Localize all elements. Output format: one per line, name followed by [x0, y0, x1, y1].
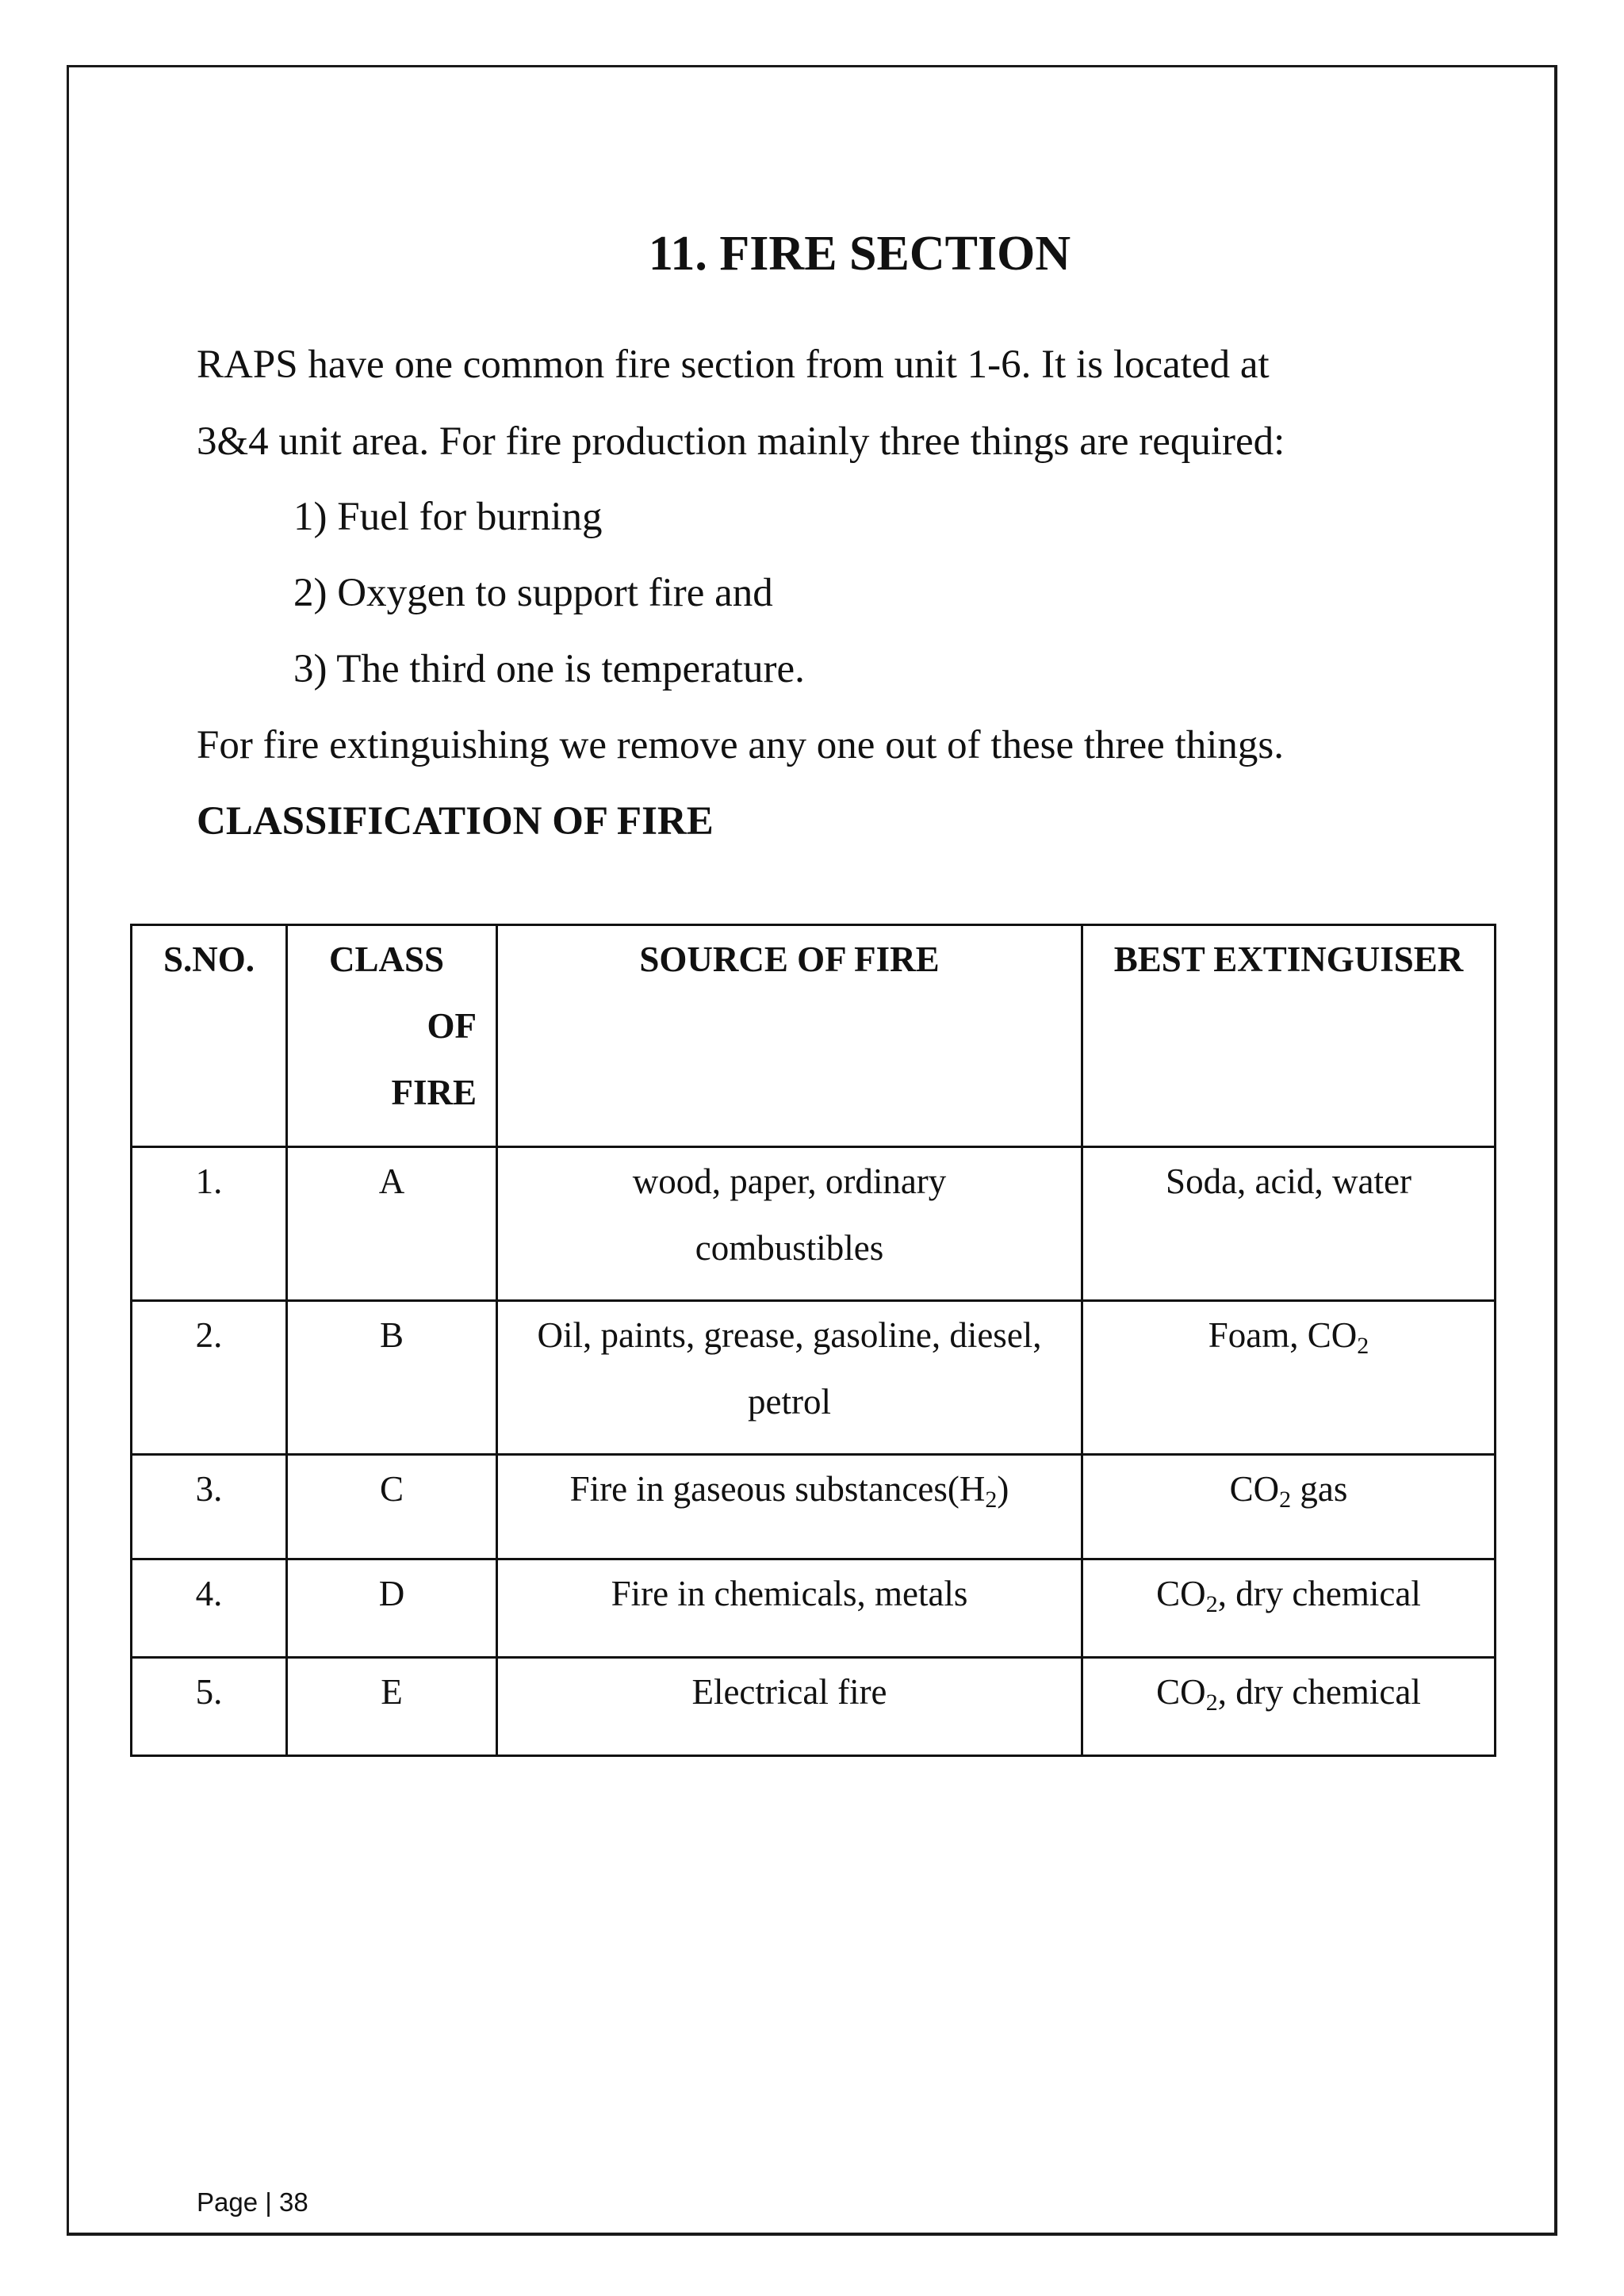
cell-class: D	[287, 1559, 497, 1658]
table-row	[132, 1301, 1496, 1455]
cell-sno: 3.	[132, 1455, 287, 1559]
ext-text: CO	[1156, 1574, 1206, 1613]
table-header-row	[132, 925, 1496, 1147]
cell-extinguisher	[1082, 1301, 1496, 1455]
subscript: 2	[1205, 1689, 1218, 1716]
intro-line-2: 3&4 unit area. For fire production mainly three things are required:	[197, 419, 1285, 464]
subscript: 2	[985, 1487, 998, 1513]
cell-extinguisher	[1082, 1147, 1496, 1301]
ext-text: gas	[1291, 1469, 1348, 1509]
requirement-item: 2) Oxygen to support fire and	[293, 571, 773, 615]
cell-sno: 4.	[132, 1559, 287, 1658]
ext-text: CO	[1156, 1672, 1206, 1712]
header-class-line: OF	[427, 1006, 477, 1046]
cell-source	[497, 1455, 1082, 1559]
cell-extinguisher	[1082, 1658, 1496, 1756]
subscript: 2	[1279, 1487, 1292, 1513]
table-row	[132, 1559, 1496, 1658]
cell-extinguisher	[1082, 1455, 1496, 1559]
header-sno: S.NO.	[132, 925, 287, 1147]
ext-text: Foam, CO	[1208, 1315, 1358, 1355]
extinguish-note: For fire extinguishing we remove any one out of these three things.	[197, 723, 1284, 767]
section-title: 11. FIRE SECTION	[648, 227, 1071, 281]
cell-source: Electrical fire	[497, 1658, 1082, 1756]
cell-sno: 1.	[132, 1147, 287, 1301]
subscript: 2	[1205, 1591, 1218, 1617]
table-row	[132, 1658, 1496, 1756]
ext-text: CO	[1229, 1469, 1280, 1509]
classification-heading: CLASSIFICATION OF FIRE	[197, 799, 714, 844]
cell-source: wood, paper, ordinary combustibles	[497, 1147, 1082, 1301]
cell-source: Oil, paints, grease, gasoline, diesel, petrol	[497, 1301, 1082, 1455]
intro-line-1: RAPS have one common fire section from unit 1-6. It is located at	[197, 342, 1270, 387]
cell-sno: 5.	[132, 1658, 287, 1756]
cell-class: A	[287, 1147, 497, 1301]
subscript: 2	[1357, 1333, 1369, 1359]
fire-classification-table	[130, 924, 1496, 1757]
ext-text: , dry chemical	[1217, 1574, 1421, 1613]
cell-class: E	[287, 1658, 497, 1756]
source-text: Fire in gaseous substances(H	[569, 1469, 986, 1509]
cell-class: C	[287, 1455, 497, 1559]
table-row	[132, 1455, 1496, 1559]
header-class-line: CLASS	[329, 939, 445, 979]
cell-class: B	[287, 1301, 497, 1455]
header-class-of-fire	[287, 925, 497, 1147]
ext-text: Soda, acid, water	[1166, 1161, 1411, 1201]
header-source-of-fire: SOURCE OF FIRE	[497, 925, 1082, 1147]
header-best-extinguisher: BEST EXTINGUISER	[1082, 925, 1496, 1147]
table-row	[132, 1147, 1496, 1301]
cell-sno: 2.	[132, 1301, 287, 1455]
requirement-item: 3) The third one is temperature.	[293, 647, 805, 691]
ext-text: , dry chemical	[1217, 1672, 1421, 1712]
page-number-footer: Page | 38	[197, 2187, 308, 2217]
source-text: )	[997, 1469, 1009, 1509]
cell-source: Fire in chemicals, metals	[497, 1559, 1082, 1658]
requirement-item: 1) Fuel for burning	[293, 495, 603, 539]
cell-extinguisher	[1082, 1559, 1496, 1658]
header-class-line: FIRE	[391, 1073, 477, 1112]
